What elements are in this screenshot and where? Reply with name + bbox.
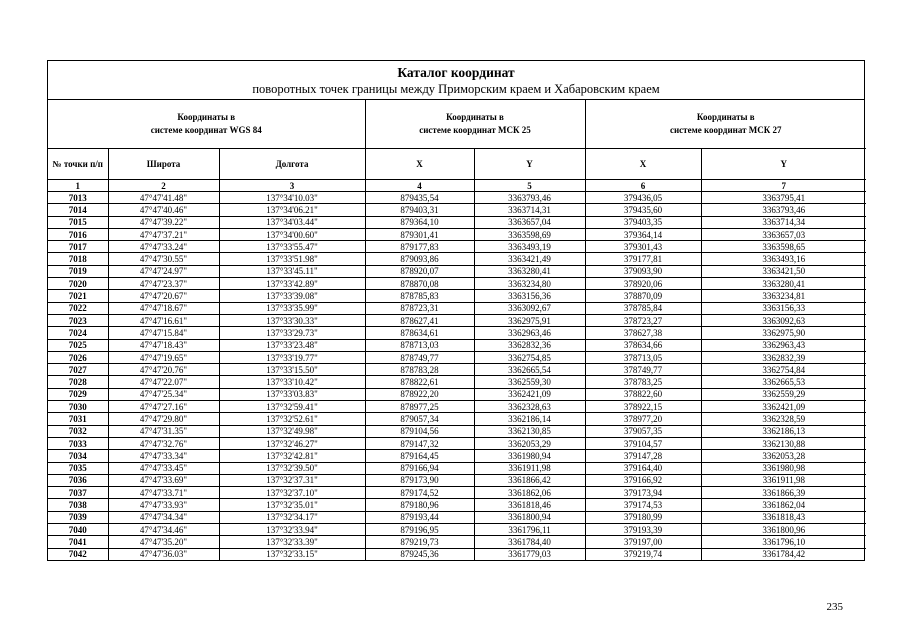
table-row [48,253,866,265]
msk25-x-cell: 878922,20 [365,388,474,400]
group-header-wgs84 [48,100,365,149]
table-row [48,536,866,548]
latitude-cell: 47°47'18.67" [108,302,219,314]
longitude-cell: 137°32'39.50" [219,462,365,474]
msk25-x-cell: 879219,73 [365,536,474,548]
latitude-cell: 47°47'20.67" [108,290,219,302]
longitude-cell: 137°32'33.15" [219,548,365,560]
longitude-cell: 137°32'34.17" [219,511,365,523]
msk27-y-cell: 3362832,39 [701,351,866,363]
msk27-x-cell: 378785,84 [585,302,701,314]
msk27-x-cell: 379301,43 [585,241,701,253]
latitude-cell: 47°47'34.34" [108,511,219,523]
latitude-cell: 47°47'37.21" [108,228,219,240]
msk25-y-cell: 3361818,46 [474,499,585,511]
msk27-y-cell: 3363793,46 [701,204,866,216]
point-number-cell: 7027 [48,364,108,376]
msk27-y-cell: 3363156,33 [701,302,866,314]
latitude-cell: 47°47'41.48" [108,192,219,204]
column-number: 2 [108,180,219,192]
latitude-cell: 47°47'40.46" [108,204,219,216]
point-number-cell: 7022 [48,302,108,314]
table-row [48,413,866,425]
latitude-cell: 47°47'20.76" [108,364,219,376]
msk25-x-cell: 879177,83 [365,241,474,253]
msk27-y-cell: 3361866,39 [701,487,866,499]
group-header-line: Координаты в [696,112,755,122]
longitude-cell: 137°33'30.33" [219,314,365,326]
msk27-y-cell: 3361784,42 [701,548,866,560]
msk27-y-cell: 3363795,41 [701,192,866,204]
msk27-x-cell: 379193,39 [585,524,701,536]
msk27-x-cell: 379364,14 [585,228,701,240]
msk27-y-cell: 3362186,13 [701,425,866,437]
msk25-y-cell: 3361866,42 [474,474,585,486]
longitude-cell: 137°32'37.31" [219,474,365,486]
latitude-cell: 47°47'33.69" [108,474,219,486]
column-header-msk25-y: Y [474,149,585,180]
point-number-cell: 7031 [48,413,108,425]
column-header-msk25-x: X [365,149,474,180]
msk27-x-cell: 378634,66 [585,339,701,351]
latitude-cell: 47°47'30.55" [108,253,219,265]
msk25-y-cell: 3362328,63 [474,401,585,413]
column-number-row [48,180,866,192]
latitude-cell: 47°47'36.03" [108,548,219,560]
longitude-cell: 137°32'33.94" [219,524,365,536]
msk27-x-cell: 378977,20 [585,413,701,425]
table-row [48,474,866,486]
longitude-cell: 137°32'33.39" [219,536,365,548]
longitude-cell: 137°33'39.08" [219,290,365,302]
msk27-x-cell: 378713,05 [585,351,701,363]
latitude-cell: 47°47'39.22" [108,216,219,228]
msk25-x-cell: 878870,08 [365,278,474,290]
msk27-y-cell: 3362559,29 [701,388,866,400]
column-header-point: № точки п/п [48,149,108,180]
msk25-y-cell: 3363493,19 [474,241,585,253]
table-row [48,450,866,462]
msk25-y-cell: 3362754,85 [474,351,585,363]
point-number-cell: 7020 [48,278,108,290]
msk25-y-cell: 3363657,04 [474,216,585,228]
latitude-cell: 47°47'19.65" [108,351,219,363]
msk27-y-cell: 3363280,41 [701,278,866,290]
msk25-y-cell: 3361779,03 [474,548,585,560]
point-number-cell: 7034 [48,450,108,462]
msk25-x-cell: 878634,61 [365,327,474,339]
msk25-x-cell: 879301,41 [365,228,474,240]
point-number-cell: 7033 [48,437,108,449]
msk27-x-cell: 379177,81 [585,253,701,265]
point-number-cell: 7032 [48,425,108,437]
column-header-msk27-x: X [585,149,701,180]
point-number-cell: 7038 [48,499,108,511]
msk25-x-cell: 879174,52 [365,487,474,499]
msk27-y-cell: 3361800,96 [701,524,866,536]
table-row [48,314,866,326]
msk25-y-cell: 3363092,67 [474,302,585,314]
column-number: 7 [701,180,866,192]
msk25-y-cell: 3361784,40 [474,536,585,548]
column-number: 5 [474,180,585,192]
msk25-y-cell: 3361800,94 [474,511,585,523]
latitude-cell: 47°47'33.93" [108,499,219,511]
table-row [48,425,866,437]
longitude-cell: 137°33'35.99" [219,302,365,314]
msk25-y-cell: 3363156,36 [474,290,585,302]
longitude-cell: 137°34'03.44" [219,216,365,228]
table-row [48,388,866,400]
latitude-cell: 47°47'25.34" [108,388,219,400]
msk25-y-cell: 3362665,54 [474,364,585,376]
longitude-cell: 137°33'03.83" [219,388,365,400]
latitude-cell: 47°47'32.76" [108,437,219,449]
msk27-x-cell: 379104,57 [585,437,701,449]
table-row [48,548,866,560]
table-row [48,351,866,363]
msk25-y-cell: 3362053,29 [474,437,585,449]
msk27-x-cell: 378920,06 [585,278,701,290]
msk27-x-cell: 379219,74 [585,548,701,560]
point-number-cell: 7015 [48,216,108,228]
msk27-x-cell: 379173,94 [585,487,701,499]
latitude-cell: 47°47'33.45" [108,462,219,474]
point-number-cell: 7030 [48,401,108,413]
msk25-x-cell: 879403,31 [365,204,474,216]
table-row [48,339,866,351]
msk27-y-cell: 3361862,04 [701,499,866,511]
msk25-y-cell: 3361796,11 [474,524,585,536]
table-row [48,487,866,499]
table-row [48,278,866,290]
longitude-cell: 137°32'49.98" [219,425,365,437]
table-row [48,265,866,277]
table-row [48,364,866,376]
msk25-y-cell: 3363598,69 [474,228,585,240]
latitude-cell: 47°47'33.24" [108,241,219,253]
msk27-y-cell: 3361980,98 [701,462,866,474]
msk27-x-cell: 379435,60 [585,204,701,216]
msk27-x-cell: 379093,90 [585,265,701,277]
latitude-cell: 47°47'23.37" [108,278,219,290]
msk27-x-cell: 379164,40 [585,462,701,474]
msk25-x-cell: 879164,45 [365,450,474,462]
latitude-cell: 47°47'31.35" [108,425,219,437]
group-header-msk25 [365,100,585,149]
longitude-cell: 137°33'15.50" [219,364,365,376]
msk27-x-cell: 378723,27 [585,314,701,326]
table-row [48,499,866,511]
msk25-x-cell: 879093,86 [365,253,474,265]
table-row [48,204,866,216]
longitude-cell: 137°33'42.89" [219,278,365,290]
msk27-x-cell: 378822,60 [585,388,701,400]
msk27-y-cell: 3362665,53 [701,376,866,388]
group-header-line: Координаты в [177,112,236,122]
table-row [48,216,866,228]
msk25-y-cell: 3363234,80 [474,278,585,290]
msk25-y-cell: 3362559,30 [474,376,585,388]
msk25-x-cell: 879435,54 [365,192,474,204]
msk27-x-cell: 379147,28 [585,450,701,462]
point-number-cell: 7028 [48,376,108,388]
msk27-x-cell: 379403,35 [585,216,701,228]
msk25-x-cell: 879147,32 [365,437,474,449]
msk25-y-cell: 3362963,46 [474,327,585,339]
longitude-cell: 137°32'52.61" [219,413,365,425]
point-number-cell: 7017 [48,241,108,253]
table-row [48,192,866,204]
longitude-cell: 137°33'19.77" [219,351,365,363]
longitude-cell: 137°34'00.60" [219,228,365,240]
longitude-cell: 137°34'10.03" [219,192,365,204]
point-number-cell: 7040 [48,524,108,536]
msk27-y-cell: 3363714,34 [701,216,866,228]
table-row [48,241,866,253]
msk27-y-cell: 3362754,84 [701,364,866,376]
column-header-longitude: Долгота [219,149,365,180]
msk25-y-cell: 3362186,14 [474,413,585,425]
msk25-x-cell: 878822,61 [365,376,474,388]
point-number-cell: 7025 [48,339,108,351]
longitude-cell: 137°32'37.10" [219,487,365,499]
msk25-x-cell: 879180,96 [365,499,474,511]
longitude-cell: 137°33'51.98" [219,253,365,265]
point-number-cell: 7016 [48,228,108,240]
latitude-cell: 47°47'15.84" [108,327,219,339]
longitude-cell: 137°33'23.48" [219,339,365,351]
latitude-cell: 47°47'16.61" [108,314,219,326]
point-number-cell: 7013 [48,192,108,204]
msk27-x-cell: 378627,38 [585,327,701,339]
column-header-row [48,149,866,180]
latitude-cell: 47°47'34.46" [108,524,219,536]
coordinate-rows [48,192,866,560]
msk25-x-cell: 879196,95 [365,524,474,536]
longitude-cell: 137°33'55.47" [219,241,365,253]
point-number-cell: 7042 [48,548,108,560]
table-row [48,290,866,302]
point-number-cell: 7039 [48,511,108,523]
table-row [48,462,866,474]
msk25-x-cell: 878785,83 [365,290,474,302]
msk27-y-cell: 3362130,88 [701,437,866,449]
msk25-y-cell: 3363280,41 [474,265,585,277]
msk27-y-cell: 3362975,90 [701,327,866,339]
msk25-x-cell: 879057,34 [365,413,474,425]
group-header-line: Координаты в [446,112,504,122]
latitude-cell: 47°47'29.80" [108,413,219,425]
group-header-row [48,100,866,149]
coordinate-table [48,100,866,560]
msk27-x-cell: 379166,92 [585,474,701,486]
point-number-cell: 7041 [48,536,108,548]
latitude-cell: 47°47'33.71" [108,487,219,499]
msk25-x-cell: 878920,07 [365,265,474,277]
msk27-x-cell: 379057,35 [585,425,701,437]
msk27-x-cell: 379174,53 [585,499,701,511]
table-row [48,376,866,388]
latitude-cell: 47°47'35.20" [108,536,219,548]
msk27-x-cell: 379197,00 [585,536,701,548]
coordinate-catalog-sheet [47,60,865,561]
column-number: 1 [48,180,108,192]
longitude-cell: 137°33'29.73" [219,327,365,339]
longitude-cell: 137°32'59.41" [219,401,365,413]
longitude-cell: 137°32'46.27" [219,437,365,449]
msk27-y-cell: 3362053,28 [701,450,866,462]
group-header-line: системе координат WGS 84 [150,125,262,135]
latitude-cell: 47°47'24.97" [108,265,219,277]
column-number: 4 [365,180,474,192]
msk27-y-cell: 3363598,65 [701,241,866,253]
msk25-x-cell: 878723,31 [365,302,474,314]
msk25-x-cell: 878783,28 [365,364,474,376]
msk27-x-cell: 379436,05 [585,192,701,204]
latitude-cell: 47°47'33.34" [108,450,219,462]
msk25-x-cell: 879173,90 [365,474,474,486]
point-number-cell: 7026 [48,351,108,363]
point-number-cell: 7035 [48,462,108,474]
group-header-line: системе координат МСК 27 [670,125,782,135]
point-number-cell: 7036 [48,474,108,486]
msk25-y-cell: 3362130,85 [474,425,585,437]
longitude-cell: 137°32'35.01" [219,499,365,511]
msk27-x-cell: 378870,09 [585,290,701,302]
group-header-line: системе координат МСК 25 [419,125,531,135]
msk25-y-cell: 3361862,06 [474,487,585,499]
msk27-y-cell: 3363421,50 [701,265,866,277]
msk27-y-cell: 3362328,59 [701,413,866,425]
column-number: 6 [585,180,701,192]
msk25-x-cell: 879104,56 [365,425,474,437]
msk25-x-cell: 878749,77 [365,351,474,363]
catalog-title: Каталог координат [397,65,515,80]
msk27-y-cell: 3362963,43 [701,339,866,351]
msk27-x-cell: 379180,99 [585,511,701,523]
latitude-cell: 47°47'18.43" [108,339,219,351]
table-row [48,524,866,536]
point-number-cell: 7023 [48,314,108,326]
msk27-y-cell: 3361911,98 [701,474,866,486]
msk25-x-cell: 878627,41 [365,314,474,326]
longitude-cell: 137°32'42.81" [219,450,365,462]
point-number-cell: 7029 [48,388,108,400]
point-number-cell: 7021 [48,290,108,302]
point-number-cell: 7024 [48,327,108,339]
longitude-cell: 137°33'45.11" [219,265,365,277]
msk25-x-cell: 878713,03 [365,339,474,351]
latitude-cell: 47°47'22.07" [108,376,219,388]
msk27-y-cell: 3361818,43 [701,511,866,523]
msk27-x-cell: 378749,77 [585,364,701,376]
point-number-cell: 7019 [48,265,108,277]
column-header-msk27-y: Y [701,149,866,180]
msk27-y-cell: 3363234,81 [701,290,866,302]
longitude-cell: 137°33'10.42" [219,376,365,388]
table-row [48,228,866,240]
page-number: 235 [826,601,843,613]
column-header-latitude: Широта [108,149,219,180]
msk25-y-cell: 3361911,98 [474,462,585,474]
msk27-y-cell: 3363657,03 [701,228,866,240]
longitude-cell: 137°34'06.21" [219,204,365,216]
msk25-y-cell: 3362421,09 [474,388,585,400]
msk25-x-cell: 878977,25 [365,401,474,413]
msk27-x-cell: 378922,15 [585,401,701,413]
catalog-subtitle: поворотных точек границы между Приморским краем и Хабаровским краем [252,82,660,96]
msk25-y-cell: 3361980,94 [474,450,585,462]
msk27-y-cell: 3362421,09 [701,401,866,413]
msk25-x-cell: 879193,44 [365,511,474,523]
table-row [48,302,866,314]
msk25-x-cell: 879245,36 [365,548,474,560]
point-number-cell: 7018 [48,253,108,265]
msk25-y-cell: 3363714,31 [474,204,585,216]
catalog-caption [48,61,864,100]
point-number-cell: 7037 [48,487,108,499]
msk27-y-cell: 3363092,63 [701,314,866,326]
table-row [48,327,866,339]
latitude-cell: 47°47'27.16" [108,401,219,413]
column-number: 3 [219,180,365,192]
msk27-x-cell: 378783,25 [585,376,701,388]
table-row [48,511,866,523]
group-header-msk27 [585,100,866,149]
table-row [48,437,866,449]
msk25-y-cell: 3363793,46 [474,192,585,204]
msk25-x-cell: 879166,94 [365,462,474,474]
msk27-y-cell: 3361796,10 [701,536,866,548]
msk25-y-cell: 3362832,36 [474,339,585,351]
msk25-y-cell: 3362975,91 [474,314,585,326]
msk25-y-cell: 3363421,49 [474,253,585,265]
point-number-cell: 7014 [48,204,108,216]
table-row [48,401,866,413]
msk25-x-cell: 879364,10 [365,216,474,228]
msk27-y-cell: 3363493,16 [701,253,866,265]
